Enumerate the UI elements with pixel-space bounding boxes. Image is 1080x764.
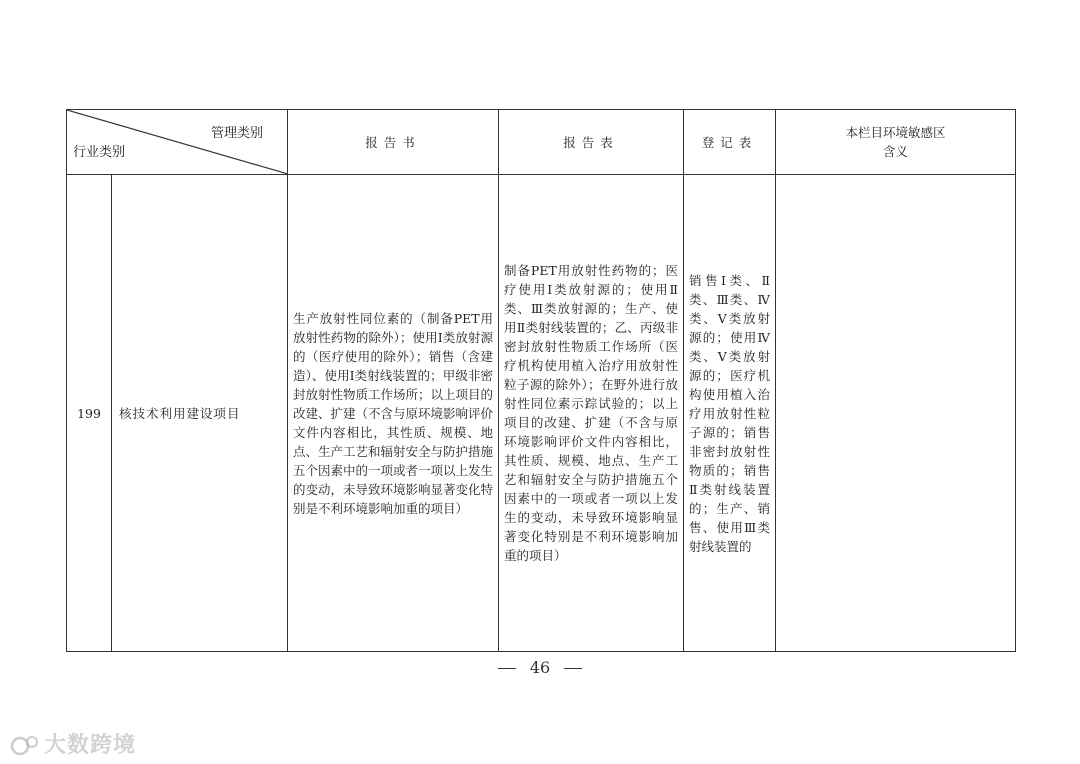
report-form-criteria — [499, 175, 684, 652]
column-header-report-book: 报告书 — [288, 110, 499, 175]
report-form-text: 制备PET用放射性药物的；医疗使用Ⅰ类放射源的；使用Ⅱ类、Ⅲ类放射源的；生产、使用Ⅱ类射线装置的；乙、丙级非密封放射性物质工作场所（医疗机构使用植入治疗用放射性粒子源的除外）；在野外进行放射性同位素示踪试验的；以上项目的改建、扩建（不含与原环境影响评价文件内容相比，其性质、规模、地点、生产工艺和辐射安全与防护措施五个因素中的一项或者一项以上发生的变动，未导致环境影响显著变化特别是不利环境影响加重的项目） — [504, 263, 678, 563]
right-dash — [564, 668, 582, 669]
report-book-text: 生产放射性同位素的（制备PET用放射性药物的除外）；使用Ⅰ类放射源的（医疗使用的除外）；销售（含建造）、使用Ⅰ类射线装置的；甲级非密封放射性物质工作场所；以上项目的改建、扩建（不含与原环境影响评价文件内容相比，其性质、规模、地点、生产工艺和辐射安全与防护措施五个因素中的一项或者一项以上发生的变动，未导致环境影响显著变化特别是不利环境影响加重的项目） — [293, 310, 494, 516]
watermark-text: 大数跨境 — [44, 733, 137, 758]
report-book-criteria — [288, 175, 499, 652]
industry-name: 核技术利用建设项目 — [112, 175, 288, 652]
row-number: 199 — [67, 175, 112, 652]
column-header-report-form: 报告表 — [499, 110, 684, 175]
column-header-registration: 登记表 — [684, 110, 776, 175]
watermark — [10, 728, 136, 759]
table-header-row — [67, 110, 1016, 175]
diagonal-header-cell — [67, 110, 288, 175]
column-header-sensitive-area — [776, 110, 1016, 175]
sensitive-area-meaning — [776, 175, 1016, 652]
registration-text: 销售Ⅰ类、Ⅱ类、Ⅲ类、Ⅳ类、Ⅴ类放射源的；使用Ⅳ类、Ⅴ类放射源的；医疗机构使用植入治疗用放射性粒子源的；销售非密封放射性物质的；销售Ⅱ类射线装置的；生产、销售、使用Ⅲ类射线装置的 — [689, 272, 770, 554]
registration-criteria — [684, 175, 776, 652]
page-number — [0, 658, 1080, 677]
industry-category-label: 行业类别 — [73, 145, 126, 160]
classification-table — [66, 109, 1016, 652]
sensitive-header-line2: 含义 — [882, 144, 908, 159]
table-row — [67, 175, 1016, 652]
page-number-text: 46 — [529, 658, 551, 677]
watermark-logo-icon — [10, 734, 40, 758]
management-category-label: 管理类别 — [210, 126, 263, 141]
sensitive-header-line1: 本栏目环境敏感区 — [845, 125, 946, 140]
left-dash — [498, 668, 516, 669]
